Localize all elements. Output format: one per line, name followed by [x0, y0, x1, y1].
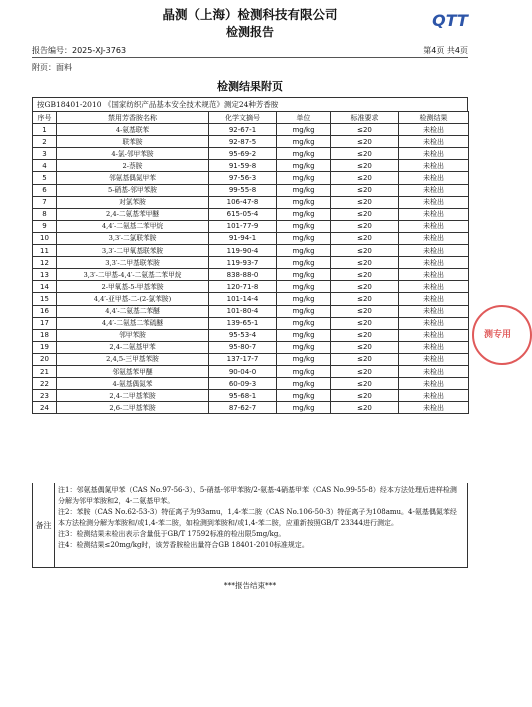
remarks-section: [32, 483, 468, 568]
substance-name: 2,4-二氨基苯甲醚: [57, 208, 209, 220]
limit: ≤20: [331, 136, 399, 148]
cas-number: 99-55-8: [209, 184, 277, 196]
substance-name: 4,4′-二氨基二苯硫醚: [57, 317, 209, 329]
inspection-seal: [472, 305, 532, 365]
table-row: [33, 232, 469, 244]
cas-number: 91-94-1: [209, 232, 277, 244]
result: 未检出: [399, 136, 469, 148]
limit: ≤20: [331, 402, 399, 414]
limit: ≤20: [331, 365, 399, 377]
row-no: 20: [33, 353, 57, 365]
row-no: 12: [33, 257, 57, 269]
table-row: [33, 378, 469, 390]
row-no: 8: [33, 208, 57, 220]
unit: mg/kg: [277, 365, 331, 377]
substance-name: 2,4-二氨基甲苯: [57, 341, 209, 353]
table-row: [33, 305, 469, 317]
result: 未检出: [399, 329, 469, 341]
row-no: 7: [33, 196, 57, 208]
result: 未检出: [399, 232, 469, 244]
table-row: [33, 136, 469, 148]
row-no: 17: [33, 317, 57, 329]
unit: mg/kg: [277, 124, 331, 136]
unit: mg/kg: [277, 305, 331, 317]
unit: mg/kg: [277, 353, 331, 365]
substance-name: 对氯苯胺: [57, 196, 209, 208]
substance-name: 4,4′-二氨基二苯甲烷: [57, 220, 209, 232]
unit: mg/kg: [277, 329, 331, 341]
cas-number: 91-59-8: [209, 160, 277, 172]
substance-name: 2,6-二甲基苯胺: [57, 402, 209, 414]
result: 未检出: [399, 281, 469, 293]
result: 未检出: [399, 245, 469, 257]
note-1: 注1：邻氨基偶氮甲苯（CAS No.97-56-3）、5-硝基-邻甲苯胺/2-氨基-4硝基甲苯（CAS No.99-55-8）经本方法处理后进样检测分解为邻甲苯胺和2，4-二氨基甲苯。: [58, 486, 457, 505]
note-4: 注4：检测结果≤20mg/kg时，该芳香胺检出量符合GB 18401-2010标准规定。: [58, 541, 309, 549]
unit: mg/kg: [277, 148, 331, 160]
row-no: 4: [33, 160, 57, 172]
limit: ≤20: [331, 281, 399, 293]
limit: ≤20: [331, 378, 399, 390]
unit: mg/kg: [277, 220, 331, 232]
table-row: [33, 390, 469, 402]
table-header-row: [33, 112, 469, 124]
table-row: [33, 208, 469, 220]
company-name: 晶测（上海）检测科技有限公司: [162, 7, 338, 22]
table-row: [33, 184, 469, 196]
row-no: 14: [33, 281, 57, 293]
limit: ≤20: [331, 148, 399, 160]
row-no: 16: [33, 305, 57, 317]
table-row: [33, 281, 469, 293]
limit: ≤20: [331, 293, 399, 305]
substance-name: 联苯胺: [57, 136, 209, 148]
substance-name: 3,3′-二甲基-4,4′-二氨基二苯甲烷: [57, 269, 209, 281]
limit: ≤20: [331, 341, 399, 353]
result: 未检出: [399, 305, 469, 317]
row-no: 10: [33, 232, 57, 244]
table-row: [33, 220, 469, 232]
test-description: 按GB18401-2010 《国家纺织产品基本安全技术规范》测定24种芳香胺: [32, 97, 468, 111]
row-no: 3: [33, 148, 57, 160]
cas-number: 838-88-0: [209, 269, 277, 281]
company-logo: [424, 11, 476, 29]
result: 未检出: [399, 365, 469, 377]
limit: ≤20: [331, 353, 399, 365]
note-3: 注3：检测结果未检出表示含量低于GB/T 17592标准的检出限5mg/kg。: [58, 530, 286, 538]
col-header-cas: 化学文摘号: [209, 112, 277, 124]
substance-name: 2,4,5-三甲基苯胺: [57, 353, 209, 365]
report-title: 检测报告: [225, 25, 274, 39]
table-row: [33, 317, 469, 329]
result: 未检出: [399, 172, 469, 184]
limit: ≤20: [331, 257, 399, 269]
row-no: 2: [33, 136, 57, 148]
table-row: [33, 257, 469, 269]
cas-number: 101-14-4: [209, 293, 277, 305]
page-indicator: 第4页 共4页: [423, 46, 468, 55]
section-title: 检测结果附页: [217, 80, 283, 93]
table-row: [33, 293, 469, 305]
cas-number: 119-93-7: [209, 257, 277, 269]
result: 未检出: [399, 269, 469, 281]
substance-name: 3,3′-二氯联苯胺: [57, 232, 209, 244]
cas-number: 101-80-4: [209, 305, 277, 317]
cas-number: 95-69-2: [209, 148, 277, 160]
report-number: 报告编号：2025-XJ-3763: [32, 46, 127, 55]
table-row: [33, 341, 469, 353]
row-no: 15: [33, 293, 57, 305]
result: 未检出: [399, 124, 469, 136]
unit: mg/kg: [277, 390, 331, 402]
result: 未检出: [399, 293, 469, 305]
result: 未检出: [399, 160, 469, 172]
table-row: [33, 148, 469, 160]
unit: mg/kg: [277, 341, 331, 353]
cas-number: 139-65-1: [209, 317, 277, 329]
substance-name: 5-硝基-邻甲苯胺: [57, 184, 209, 196]
unit: mg/kg: [277, 196, 331, 208]
cas-number: 101-77-9: [209, 220, 277, 232]
result: 未检出: [399, 353, 469, 365]
substance-name: 邻氨基苯甲醚: [57, 365, 209, 377]
cas-number: 615-05-4: [209, 208, 277, 220]
unit: mg/kg: [277, 245, 331, 257]
limit: ≤20: [331, 390, 399, 402]
cas-number: 120-71-8: [209, 281, 277, 293]
result: 未检出: [399, 257, 469, 269]
table-row: [33, 402, 469, 414]
substance-name: 3,3′-二甲基联苯胺: [57, 257, 209, 269]
unit: mg/kg: [277, 269, 331, 281]
cas-number: 137-17-7: [209, 353, 277, 365]
cas-number: 92-67-1: [209, 124, 277, 136]
row-no: 19: [33, 341, 57, 353]
col-header-limit: 标准要求: [331, 112, 399, 124]
limit: ≤20: [331, 232, 399, 244]
col-header-no: 序号: [33, 112, 57, 124]
table-row: [33, 196, 469, 208]
substance-name: 邻甲苯胺: [57, 329, 209, 341]
row-no: 21: [33, 365, 57, 377]
report-end: ***报告结束***: [223, 581, 277, 590]
result: 未检出: [399, 317, 469, 329]
row-no: 23: [33, 390, 57, 402]
unit: mg/kg: [277, 184, 331, 196]
row-no: 6: [33, 184, 57, 196]
limit: ≤20: [331, 124, 399, 136]
result: 未检出: [399, 196, 469, 208]
row-no: 13: [33, 269, 57, 281]
col-header-unit: 单位: [277, 112, 331, 124]
substance-name: 2-甲氧基-5-甲基苯胺: [57, 281, 209, 293]
limit: ≤20: [331, 208, 399, 220]
cas-number: 95-53-4: [209, 329, 277, 341]
unit: mg/kg: [277, 293, 331, 305]
result: 未检出: [399, 184, 469, 196]
col-header-name: 禁用芳香胺名称: [57, 112, 209, 124]
substance-name: 4,4′-亚甲基-二-(2-氯苯胺): [57, 293, 209, 305]
limit: ≤20: [331, 220, 399, 232]
logo-text: QTT: [432, 11, 468, 30]
unit: mg/kg: [277, 378, 331, 390]
table-row: [33, 365, 469, 377]
unit: mg/kg: [277, 208, 331, 220]
unit: mg/kg: [277, 160, 331, 172]
substance-name: 4-氯-邻甲苯胺: [57, 148, 209, 160]
result: 未检出: [399, 402, 469, 414]
results-table: [32, 111, 469, 414]
header-divider: [32, 57, 468, 58]
limit: ≤20: [331, 317, 399, 329]
result: 未检出: [399, 208, 469, 220]
limit: ≤20: [331, 172, 399, 184]
col-header-result: 检测结果: [399, 112, 469, 124]
limit: ≤20: [331, 184, 399, 196]
table-row: [33, 160, 469, 172]
result: 未检出: [399, 148, 469, 160]
cas-number: 60-09-3: [209, 378, 277, 390]
table-row: [33, 353, 469, 365]
table-row: [33, 245, 469, 257]
cas-number: 106-47-8: [209, 196, 277, 208]
substance-name: 4-氨基偶氮苯: [57, 378, 209, 390]
unit: mg/kg: [277, 172, 331, 184]
table-row: [33, 172, 469, 184]
cas-number: 87-62-7: [209, 402, 277, 414]
cas-number: 92-87-5: [209, 136, 277, 148]
limit: ≤20: [331, 269, 399, 281]
cas-number: 97-56-3: [209, 172, 277, 184]
row-no: 5: [33, 172, 57, 184]
row-no: 22: [33, 378, 57, 390]
table-row: [33, 329, 469, 341]
limit: ≤20: [331, 305, 399, 317]
substance-name: 2-萘胺: [57, 160, 209, 172]
row-no: 9: [33, 220, 57, 232]
note-2: 注2：苯胺（CAS No.62-53-3）特征离子为93amu，1,4-苯二胺（CAS No.106-50-3）特征离子为108amu。4-氨基偶氮苯经本方法检测分解为苯胺和/或1,4-苯二胺，如检测到苯胺和/或1,4-苯二胺，应重新按照GB/T 23344进行测定。: [58, 508, 457, 527]
cas-number: 90-04-0: [209, 365, 277, 377]
cas-number: 95-68-1: [209, 390, 277, 402]
seal-text: 测专用: [484, 330, 512, 340]
substance-name: 2,4-二甲基苯胺: [57, 390, 209, 402]
substance-name: 邻氨基偶氮甲苯: [57, 172, 209, 184]
unit: mg/kg: [277, 402, 331, 414]
table-row: [33, 124, 469, 136]
result: 未检出: [399, 220, 469, 232]
row-no: 1: [33, 124, 57, 136]
unit: mg/kg: [277, 257, 331, 269]
result: 未检出: [399, 378, 469, 390]
row-no: 18: [33, 329, 57, 341]
unit: mg/kg: [277, 281, 331, 293]
table-row: [33, 269, 469, 281]
cas-number: 95-80-7: [209, 341, 277, 353]
remarks-body: [58, 485, 463, 551]
substance-name: 3,3′-二甲氧基联苯胺: [57, 245, 209, 257]
unit: mg/kg: [277, 317, 331, 329]
attachment-label: 附页：面料: [32, 63, 72, 72]
row-no: 24: [33, 402, 57, 414]
cas-number: 119-90-4: [209, 245, 277, 257]
result: 未检出: [399, 341, 469, 353]
substance-name: 4-氨基联苯: [57, 124, 209, 136]
row-no: 11: [33, 245, 57, 257]
substance-name: 4,4′-二氨基二苯醚: [57, 305, 209, 317]
result: 未检出: [399, 390, 469, 402]
limit: ≤20: [331, 160, 399, 172]
unit: mg/kg: [277, 136, 331, 148]
remarks-label: 备注: [33, 483, 55, 567]
unit: mg/kg: [277, 232, 331, 244]
limit: ≤20: [331, 245, 399, 257]
limit: ≤20: [331, 329, 399, 341]
limit: ≤20: [331, 196, 399, 208]
